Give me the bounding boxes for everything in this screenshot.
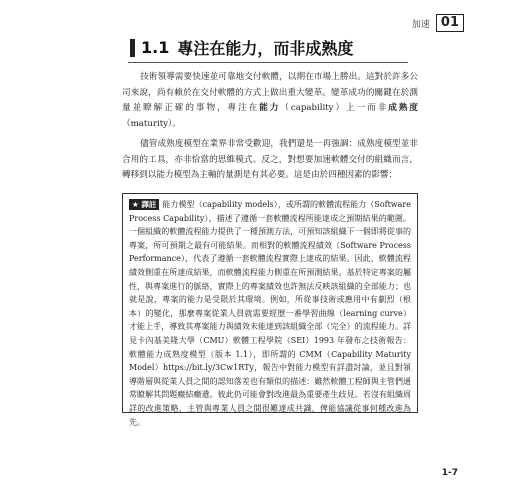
heading-underline xyxy=(128,62,408,63)
chapter-number-badge: 01 xyxy=(436,14,464,32)
heading-bar-marker xyxy=(130,39,135,57)
section-heading xyxy=(130,36,353,59)
p1-text-middle: （capability）上一而非 xyxy=(280,103,389,113)
p1-text-before: 技術領導需要快速並可靠地交付軟體，以期在市場上勝出。這對於許多公司來說，尚有賴於在交付軟體的方式上做出重大變革。變革成功的關鍵在於測量並瞭解正確的事物，專注在 xyxy=(122,72,418,113)
section-number: 1.1 xyxy=(141,38,170,57)
translator-note-badge: ★ 譯註 xyxy=(129,199,159,210)
page-number: 1-7 xyxy=(441,468,458,478)
translator-note-text: 能力模型（capability models），或所謂的軟體流程能力（Software Process Capability），描述了遵循一套軟體流程所能達成之預期結果的範圍。一個組織的軟體流程能力提供了一種預測方法，可預知該組織下一個即將從事的專案，所可預期之最有可能結果。而相對的軟體流程績效（Software Process Performance），代表了遵循一套軟體流程實際上達成的結果。因此，軟體流程績效側重在所達成結果，而軟體流程能力側重在所預測結果。基於特定專案的屬性，與專案進行的脈絡，實際上的專案績效也許無法反映該組織的全部能力；也就是說，專案的能力是受限於其環境。例如，所從事技術或應用中有劇烈（根本）的變化，那麼專案從業人員就需要經歷一番學習曲線（learning curve）才能上手，導致其專案能力與績效未能達到該組織全部（完全）的流程能力。詳見卡內基美隆大學（CMU）軟體工程學院（SEI）1993 年發布之技術報告：軟體能力成熟度模型（版本 1.1），即所謂的 CMM（Capability Maturity Model）https://bit.ly/3Cw1RTy，報告中對能力模型有詳盡討論，並且對領導階層與從業人員之間的認知落差也有類似的描述：雖然軟體工程師與主管們通常瞭解其問題癥結癥遺。彼此仍可能會對改進最為重要產生歧見。若沒有組織周詳的改進策略，主管與專業人員之間很難達成共識，俾能協議從事何種改進為先。 xyxy=(129,200,411,427)
chapter-tab xyxy=(412,14,464,32)
chapter-label: 加速 xyxy=(411,19,430,30)
translator-note-box xyxy=(122,193,418,427)
body-paragraph-1 xyxy=(122,70,418,132)
p1-text-after: （maturity）。 xyxy=(122,118,181,129)
section-title: 專注在能力，而非成熟度 xyxy=(177,39,354,58)
body-paragraph-2 xyxy=(122,137,418,184)
p2-text: 儘管成熟度模型在業界非常受歡迎，我們還是一再強調：成熟度模型並非合用的工具，亦非恰當的思維模式。反之，對想要加速軟體交付的組織而言，轉移到以能力模型為主軸的量測是有其必要。這是由於四種因素的影響： xyxy=(122,139,418,180)
p1-bold-maturity: 成熟度 xyxy=(388,103,418,113)
p1-bold-capability: 能力 xyxy=(259,103,281,113)
